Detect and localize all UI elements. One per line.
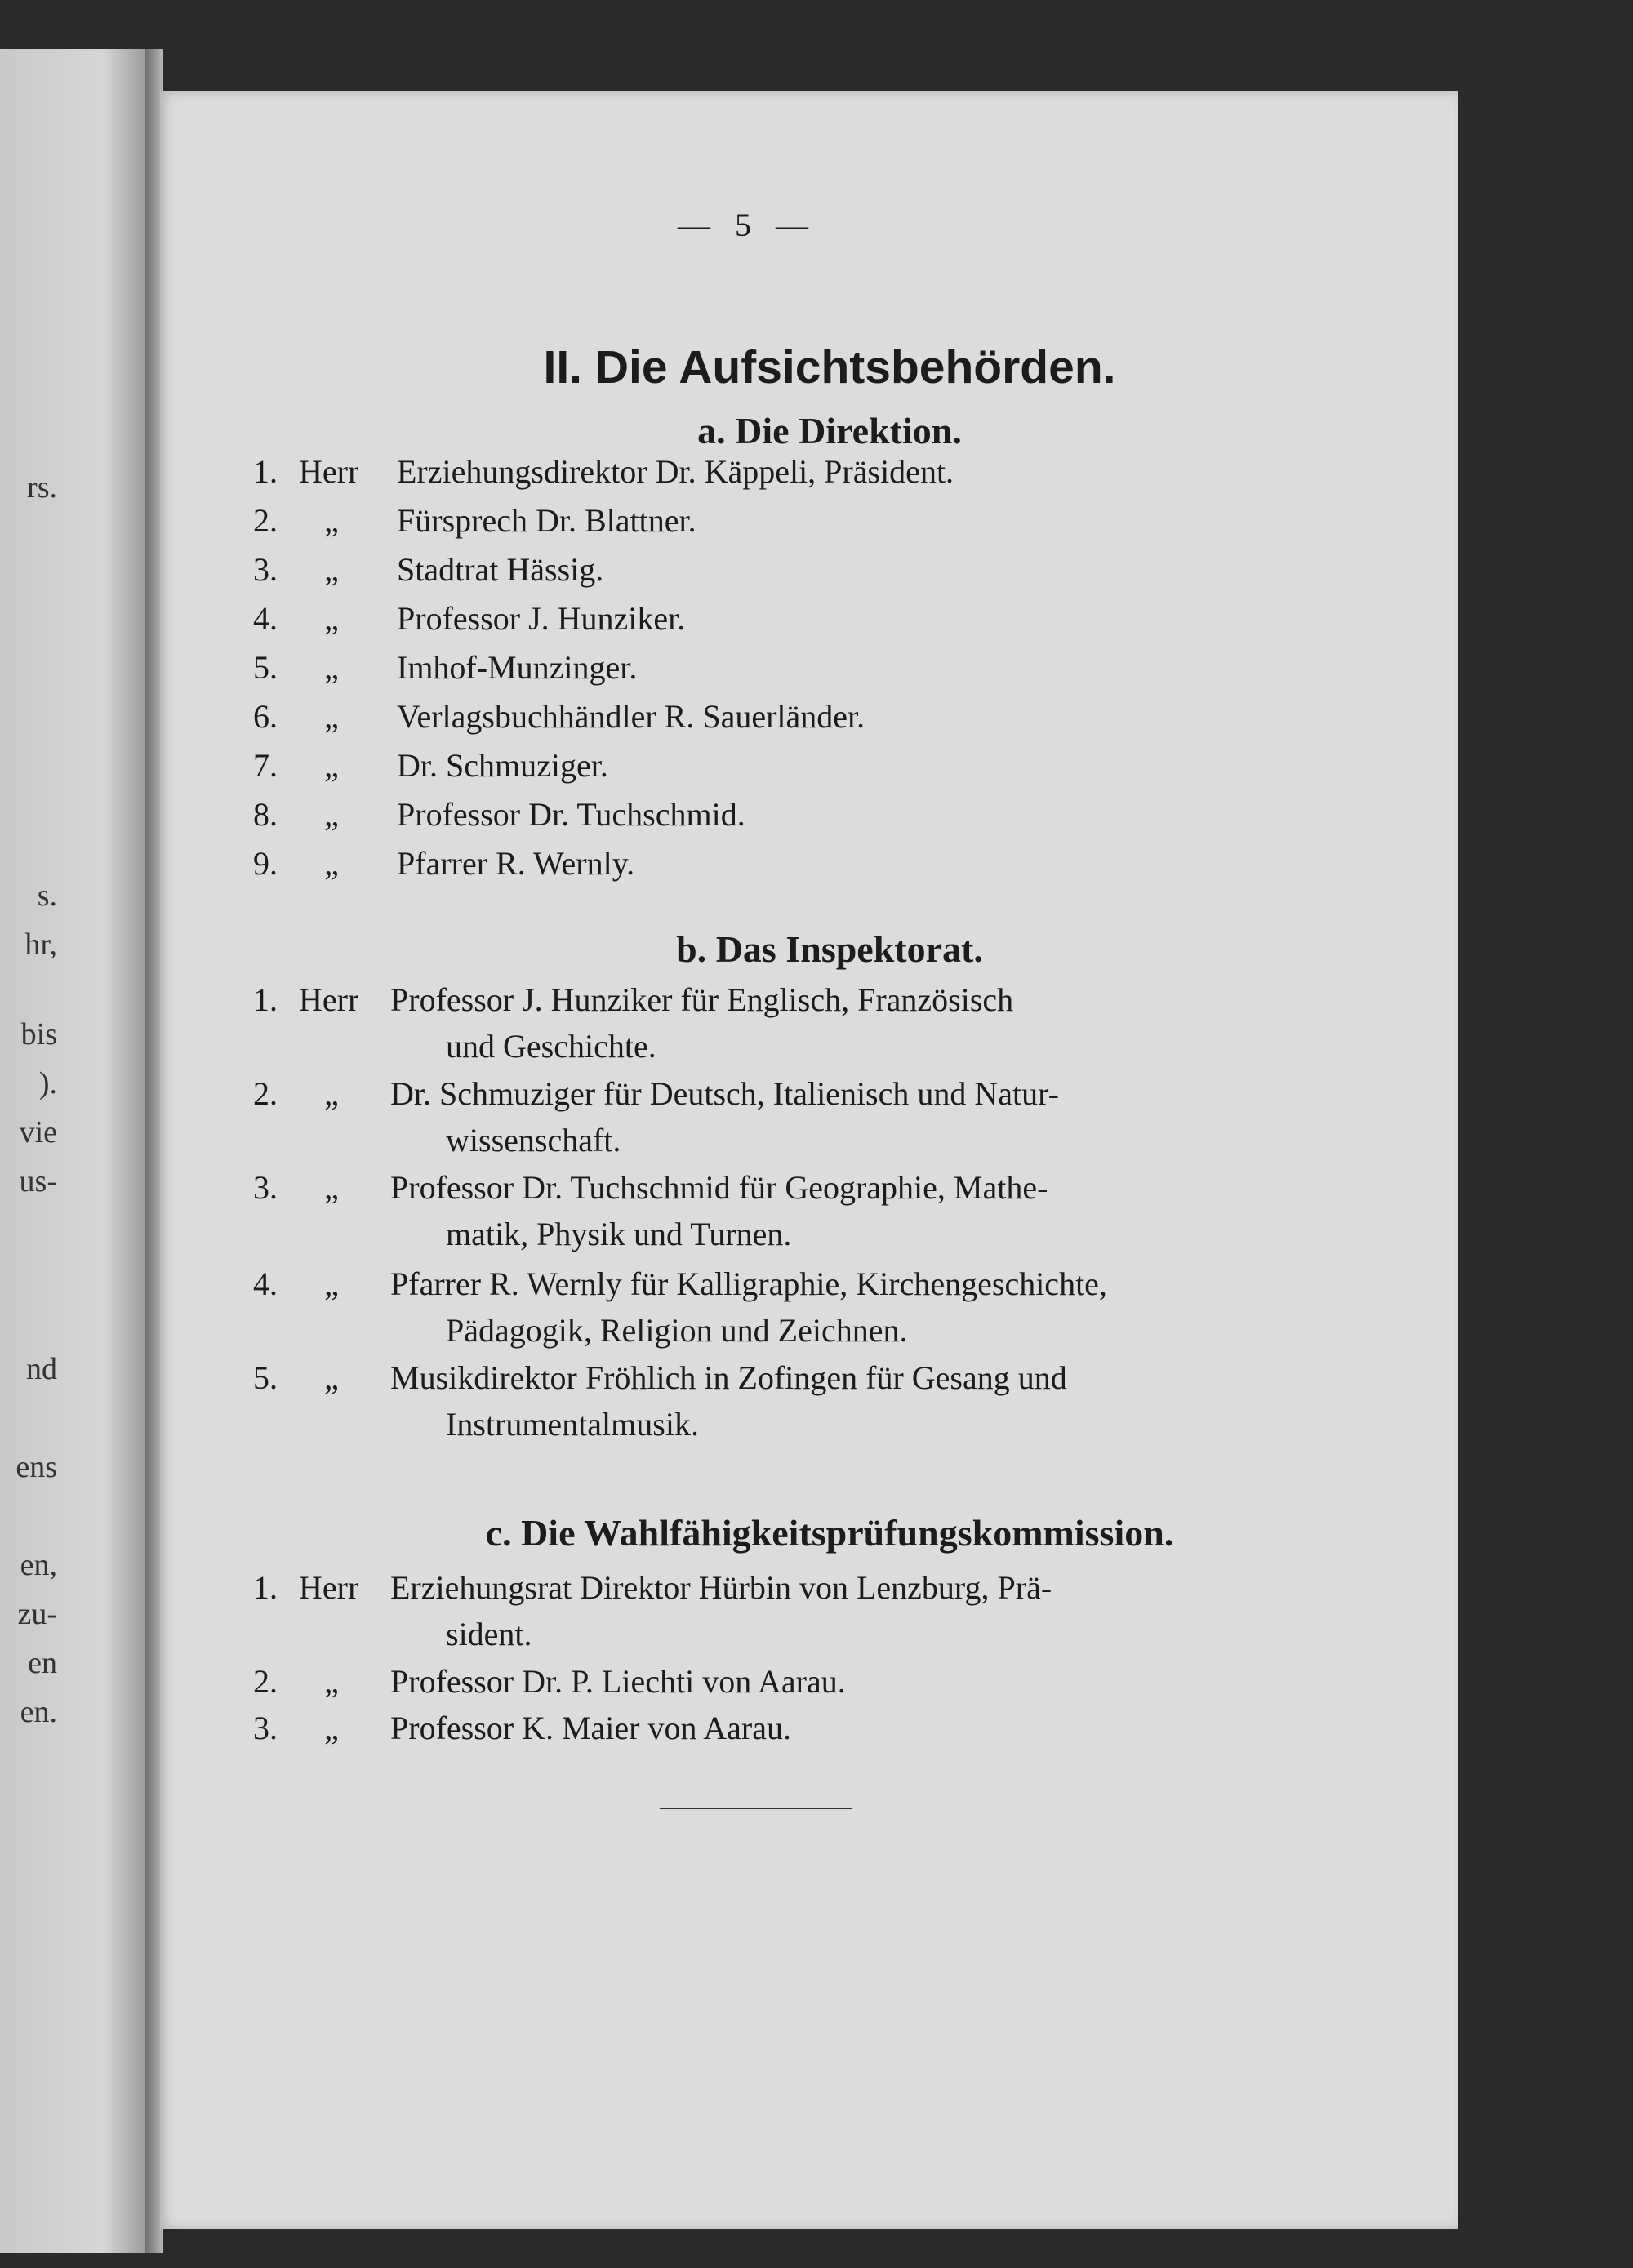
entry-text: Professor Dr. Tuchschmid für Geographie, Mathe-	[390, 1169, 1048, 1206]
entry-text: Dr. Schmuziger.	[397, 747, 608, 784]
facing-page-fragment: ens	[16, 1450, 57, 1484]
entry-text: Dr. Schmuziger für Deutsch, Italienisch und Natur-	[390, 1075, 1059, 1112]
item-number: 4.	[253, 1265, 278, 1302]
document-page	[160, 91, 1458, 2229]
item-number: 5.	[253, 1359, 278, 1396]
entry-text: Erziehungsrat Direktor Hürbin von Lenzburg, Prä-	[390, 1569, 1052, 1606]
title-herr: Herr	[299, 981, 359, 1018]
item-number: 6.	[253, 698, 278, 735]
facing-page-fragment: ).	[38, 1066, 57, 1101]
item-number: 5.	[253, 649, 278, 686]
title-herr: Herr	[299, 453, 359, 490]
item-number: 1.	[253, 1569, 278, 1606]
entry-text: Verlagsbuchhändler R. Sauerländer.	[397, 698, 865, 735]
ditto-mark: „	[324, 845, 339, 882]
item-number: 4.	[253, 600, 278, 637]
facing-page-fragment: bis	[20, 1017, 57, 1052]
facing-page-fragment: zu-	[17, 1597, 57, 1631]
facing-page-fragment: rs.	[27, 470, 57, 505]
page-number: — 5 —	[678, 207, 816, 243]
ditto-mark: „	[324, 502, 339, 539]
section-heading: a. Die Direktion.	[697, 410, 962, 451]
ditto-mark: „	[324, 1265, 339, 1302]
entry-text: Professor Dr. Tuchschmid.	[397, 796, 745, 833]
ditto-mark: „	[324, 1075, 339, 1112]
ditto-mark: „	[324, 1663, 339, 1700]
item-number: 2.	[253, 1663, 278, 1700]
ditto-mark: „	[324, 551, 339, 588]
ditto-mark: „	[324, 796, 339, 833]
entry-text: Instrumentalmusik.	[446, 1406, 699, 1443]
item-number: 3.	[253, 1169, 278, 1206]
entry-text: Fürsprech Dr. Blattner.	[397, 502, 696, 539]
page-title: II. Die Aufsichtsbehörden.	[543, 341, 1116, 394]
facing-page-fragment: en.	[20, 1695, 57, 1729]
entry-text: Professor K. Maier von Aarau.	[390, 1710, 791, 1746]
entry-text: Pfarrer R. Wernly.	[397, 845, 635, 882]
ditto-mark: „	[324, 747, 339, 784]
closing-rule	[660, 1808, 852, 1809]
item-number: 3.	[253, 551, 278, 588]
title-herr: Herr	[299, 1569, 359, 1606]
entry-text: Musikdirektor Fröhlich in Zofingen für Gesang und	[390, 1359, 1067, 1396]
entry-text: Pädagogik, Religion und Zeichnen.	[446, 1312, 908, 1349]
entry-text: Pfarrer R. Wernly für Kalligraphie, Kirchengeschichte,	[390, 1265, 1107, 1302]
facing-page-edge	[0, 49, 147, 2253]
facing-page-fragment: us-	[19, 1164, 57, 1198]
entry-text: Professor J. Hunziker.	[397, 600, 686, 637]
facing-page-fragment: s.	[37, 878, 57, 913]
entry-text: matik, Physik und Turnen.	[446, 1216, 792, 1252]
facing-page-fragment: nd	[26, 1352, 57, 1386]
item-number: 1.	[253, 981, 278, 1018]
ditto-mark: „	[324, 600, 339, 637]
item-number: 2.	[253, 1075, 278, 1112]
entry-text: Erziehungsdirektor Dr. Käppeli, Präsident.	[397, 453, 954, 490]
entry-text: Professor J. Hunziker für Englisch, Französisch	[390, 981, 1014, 1018]
ditto-mark: „	[324, 1359, 339, 1396]
item-number: 7.	[253, 747, 278, 784]
entry-text: und Geschichte.	[446, 1028, 656, 1065]
entry-text: wissenschaft.	[446, 1122, 621, 1158]
item-number: 3.	[253, 1710, 278, 1746]
item-number: 9.	[253, 845, 278, 882]
ditto-mark: „	[324, 698, 339, 735]
facing-page-fragment: en	[28, 1646, 57, 1680]
item-number: 1.	[253, 453, 278, 490]
entry-text: sident.	[446, 1616, 532, 1652]
facing-page-fragment: en,	[20, 1548, 57, 1582]
facing-page-fragment: vie	[19, 1115, 57, 1150]
entry-text: Imhof-Munzinger.	[397, 649, 638, 686]
ditto-mark: „	[324, 649, 339, 686]
facing-page-fragment: hr,	[24, 927, 57, 962]
item-number: 2.	[253, 502, 278, 539]
ditto-mark: „	[324, 1169, 339, 1206]
entry-text: Stadtrat Hässig.	[397, 551, 604, 588]
section-heading: c. Die Wahlfähigkeitsprüfungskommission.	[485, 1512, 1174, 1554]
section-heading: b. Das Inspektorat.	[676, 928, 983, 970]
entry-text: Professor Dr. P. Liechti von Aarau.	[390, 1663, 846, 1700]
ditto-mark: „	[324, 1710, 339, 1746]
item-number: 8.	[253, 796, 278, 833]
